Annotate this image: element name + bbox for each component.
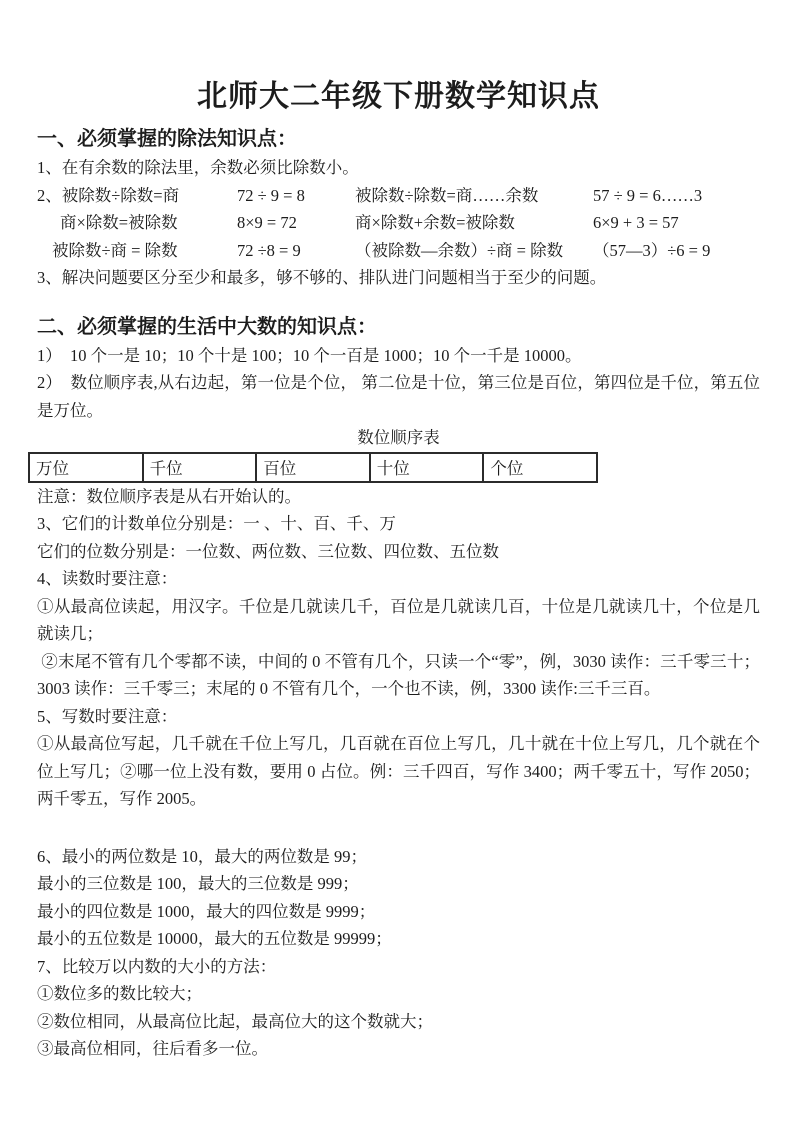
section-2-item-4-note-1: ①从最高位读起，用汉字。千位是几就读几千，百位是几就读几百，十位是几就读几十，个位是几就读几； bbox=[37, 596, 760, 643]
section-2-item-4: 4、读数时要注意： bbox=[37, 569, 178, 588]
place-value-cell: 百位 bbox=[256, 453, 370, 482]
doc-title: 北师大二年级下册数学知识点 bbox=[197, 80, 600, 113]
formula-example: 57 ÷ 9 = 6……3 bbox=[593, 185, 703, 205]
formula-row bbox=[37, 182, 760, 210]
place-value-cell: 千位 bbox=[143, 453, 257, 482]
section-2-item-6-line: 6、最小的两位数是 10，最大的两位数是 99； bbox=[37, 846, 367, 866]
formula-text: 商×除数+余数=被除数 bbox=[355, 213, 515, 232]
place-value-cell: 个位 bbox=[483, 453, 597, 482]
section-2-heading: 二、必须掌握的生活中大数的知识点： bbox=[37, 315, 377, 338]
section-2-item-1: 1） 10 个一是 10；10 个十是 100；10 个一百是 1000；10 个一千是 10000。 bbox=[37, 345, 582, 365]
formula-row bbox=[37, 237, 760, 265]
formula-row bbox=[37, 209, 760, 237]
formula-example: 72 ÷8 = 9 bbox=[237, 240, 301, 260]
section-2-item-7: 7、比较万以内数的大小的方法： bbox=[37, 956, 277, 976]
place-value-table-caption: 数位顺序表 bbox=[357, 428, 440, 447]
section-2-item-5: 5、写数时要注意： bbox=[37, 706, 178, 726]
section-2-item-6-line: 最小的三位数是 100，最大的三位数是 999； bbox=[37, 874, 359, 893]
formula-example: 6×9 + 3 = 57 bbox=[593, 213, 679, 232]
section-2-item-7-note-2: ②数位相同，从最高位比起，最高位大的这个数就大； bbox=[37, 1011, 433, 1031]
formula-text: 商×除数=被除数 bbox=[60, 213, 178, 232]
place-value-cell: 万位 bbox=[29, 453, 143, 482]
section-2-item-5-note-1: ①从最高位写起，几千就在千位上写几，几百就在百位上写几，几十就在十位上写几，几个就在个位上写几；②哪一位上没有数，要用 0 占位。例：三千四百，写作 3400；两千零五十，写作 2050；两千零五，写作 2005。 bbox=[37, 734, 760, 808]
section-2-item-6-line: 最小的四位数是 1000，最大的四位数是 9999； bbox=[37, 901, 376, 921]
section-1-item-3: 3、解决问题要区分至少和最多，够不够的、排队进门问题相当于至少的问题。 bbox=[37, 268, 607, 287]
place-value-table bbox=[28, 452, 598, 483]
formula-text: （被除数—余数）÷商 = 除数 bbox=[355, 240, 564, 260]
section-2-item-3b: 它们的位数分别是：一位数、两位数、三位数、四位数、五位数 bbox=[37, 541, 499, 561]
blank-gap bbox=[37, 813, 760, 843]
formula-text: 被除数÷商 = 除数 bbox=[52, 240, 178, 260]
section-2-item-2: 2） 数位顺序表,从右边起，第一位是个位， 第二位是十位，第三位是百位，第四位是千位，第五位是万位。 bbox=[37, 373, 760, 420]
place-value-cell: 十位 bbox=[370, 453, 484, 482]
formula-example: 72 ÷ 9 = 8 bbox=[237, 185, 305, 205]
section-2-item-7-note-1: ①数位多的数比较大； bbox=[37, 984, 202, 1003]
section-2-item-7-note-3: ③最高位相同，往后看多一位。 bbox=[37, 1039, 268, 1058]
section-2-item-3a: 3、它们的计数单位分别是：一 、十、百、千、万 bbox=[37, 514, 396, 533]
formula-example: （57—3）÷6 = 9 bbox=[593, 240, 711, 260]
section-1-item-1: 1、在有余数的除法里，余数必须比除数小。 bbox=[37, 158, 359, 177]
table-row bbox=[29, 453, 597, 482]
formula-text: 2、被除数÷除数=商 bbox=[37, 185, 180, 205]
section-1-heading: 一、必须掌握的除法知识点： bbox=[37, 128, 297, 150]
formula-text: 被除数÷除数=商……余数 bbox=[355, 185, 539, 205]
section-2-item-6-line: 最小的五位数是 10000，最大的五位数是 99999； bbox=[37, 929, 392, 948]
section-2-item-4-note-2: ②末尾不管有几个零都不读，中间的 0 不管有几个，只读一个“零”，例，3030 读作：三千零三十；3003 读作：三千零三；末尾的 0 不管有几个，一个也不读，例，3300 读作:三千三百。 bbox=[37, 651, 760, 698]
table-note: 注意：数位顺序表是从右开始认的。 bbox=[37, 486, 301, 506]
formula-example: 8×9 = 72 bbox=[237, 213, 297, 232]
